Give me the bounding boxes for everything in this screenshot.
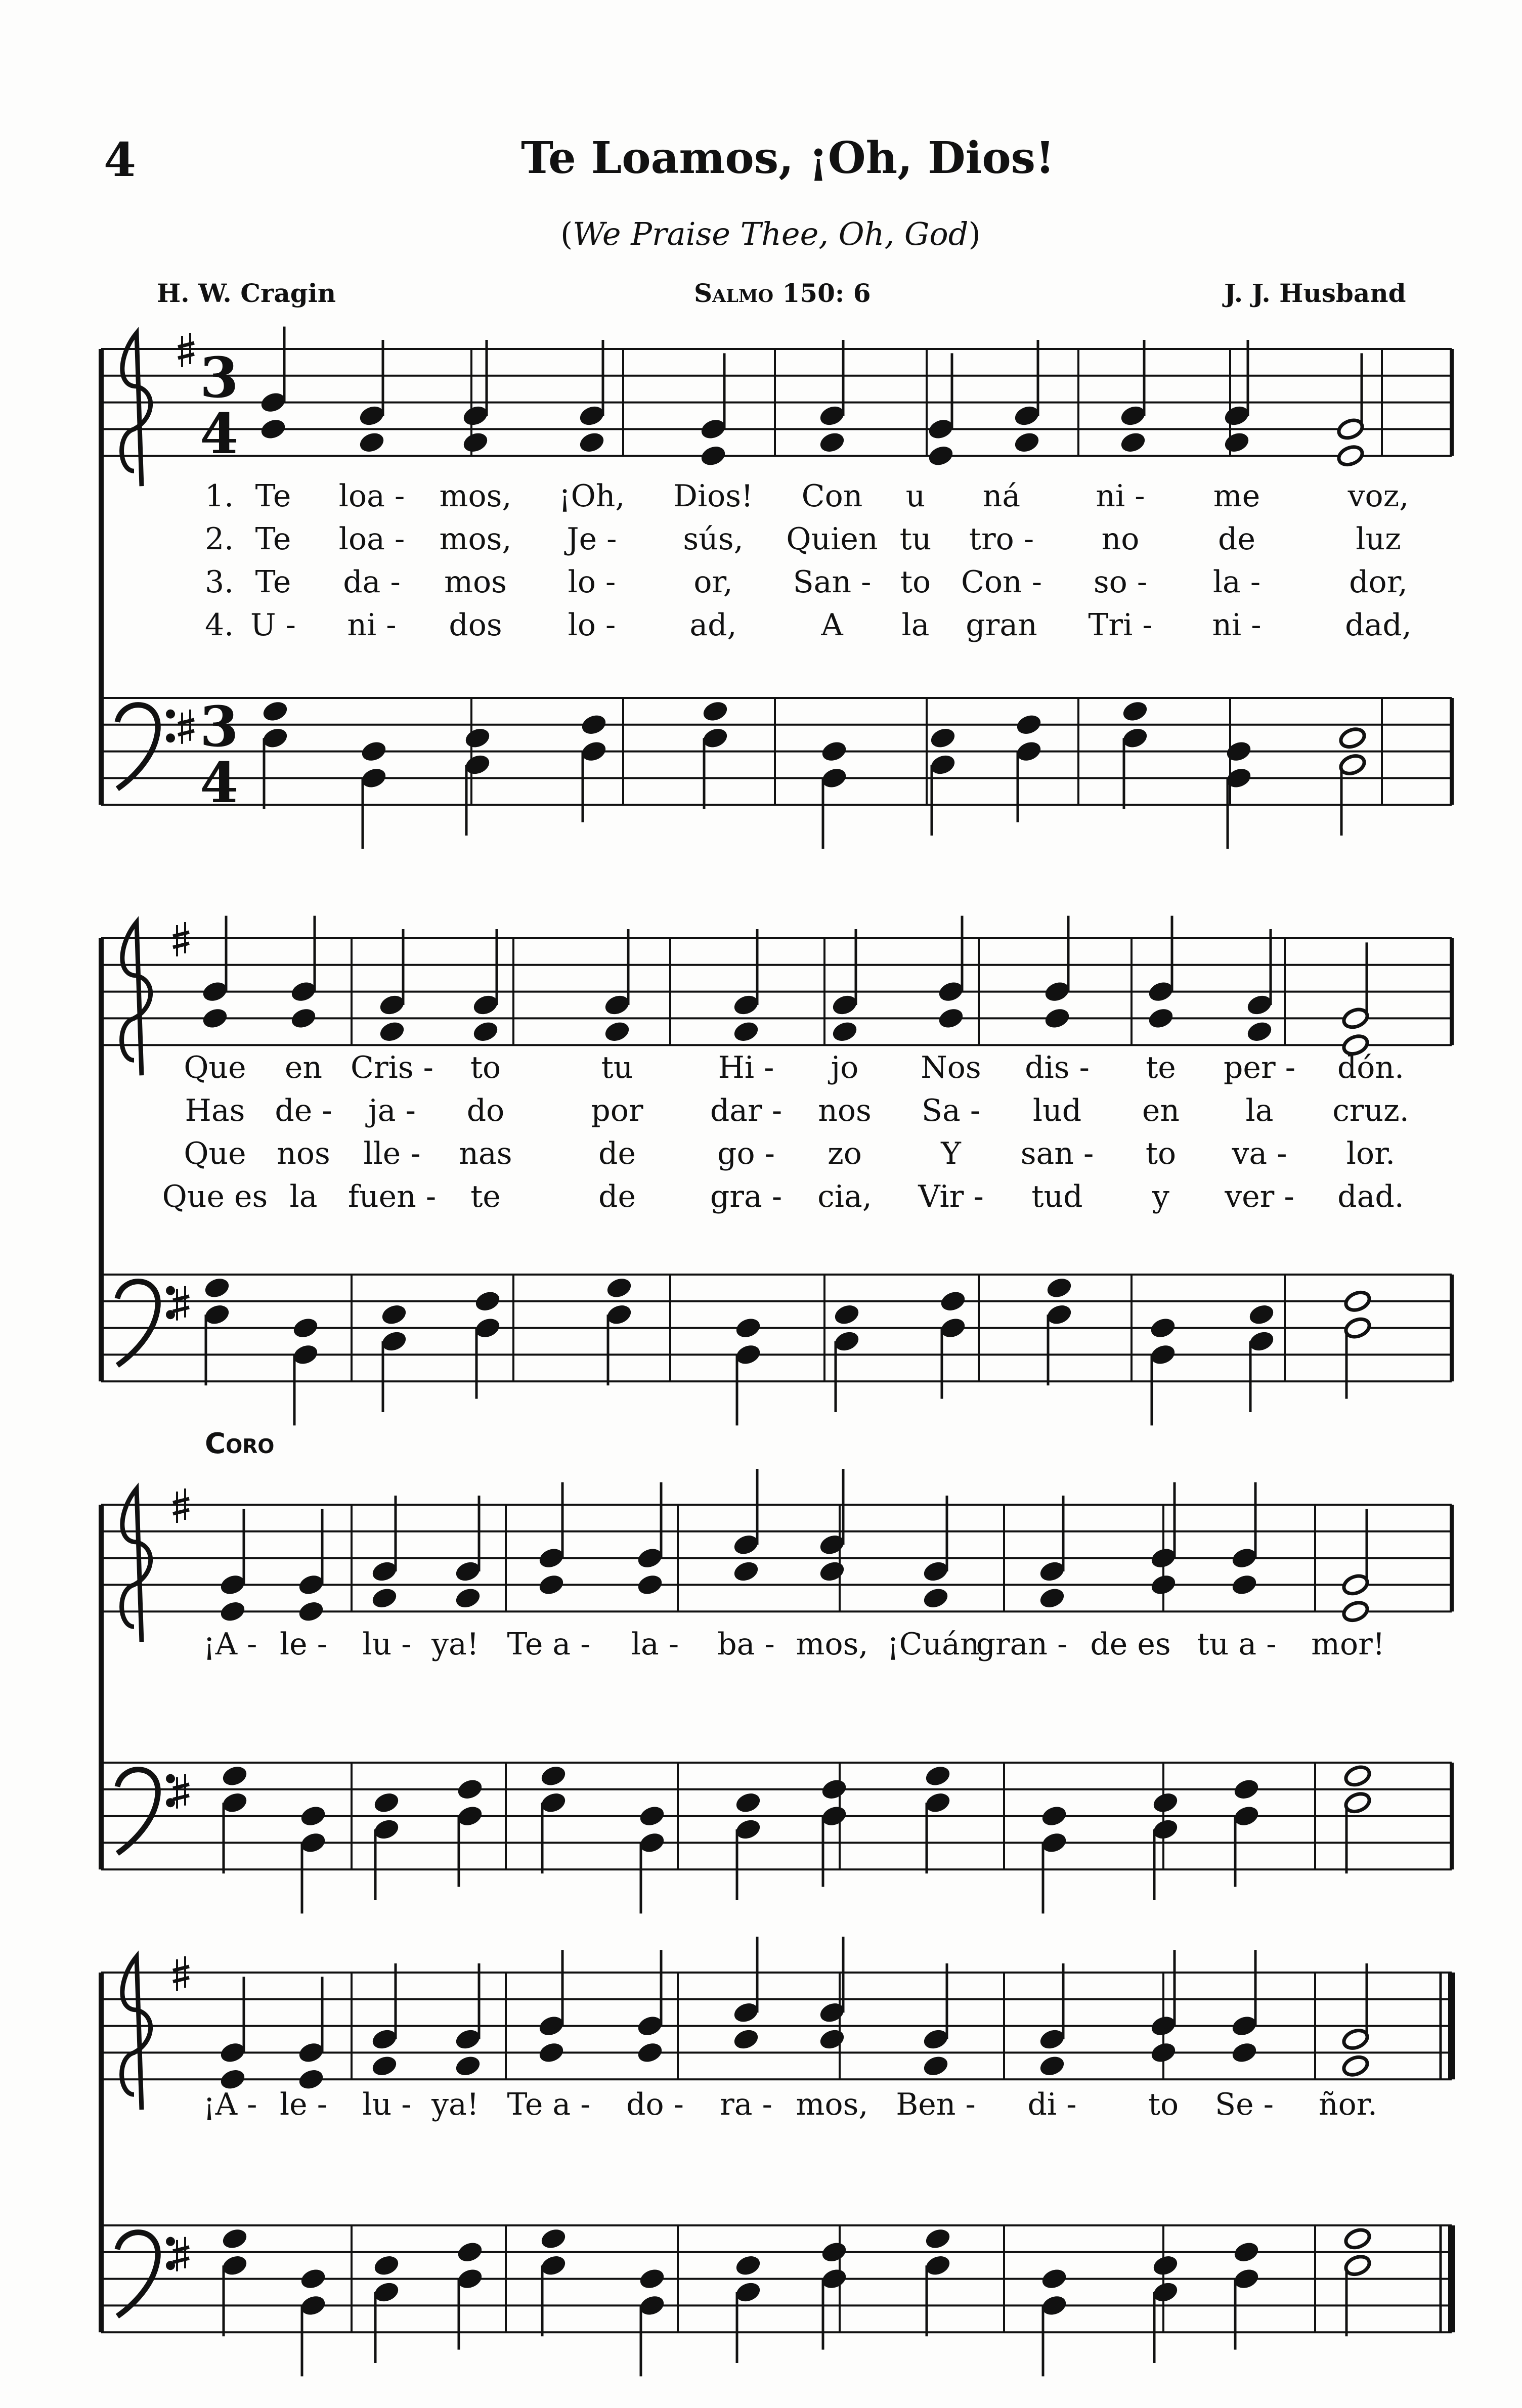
bass-note bbox=[1247, 1302, 1276, 1327]
lyric-syllable: Que bbox=[184, 1050, 246, 1085]
key-signature-sharp-bar bbox=[173, 1978, 189, 1982]
treble-note bbox=[1341, 2054, 1370, 2078]
lyric-syllable: Que es bbox=[162, 1179, 268, 1214]
key-signature-sharp-bar bbox=[178, 343, 194, 347]
bass-note bbox=[1338, 726, 1367, 750]
bass-note bbox=[1224, 739, 1253, 764]
lyric-syllable: gran - bbox=[976, 1627, 1068, 1662]
lyric-syllable: te bbox=[1146, 1050, 1176, 1085]
treble-clef bbox=[122, 333, 151, 486]
treble-note bbox=[577, 430, 606, 455]
treble-note bbox=[370, 1586, 399, 1611]
treble-note bbox=[817, 2027, 846, 2052]
lyric-syllable: jo bbox=[831, 1050, 859, 1085]
treble-note bbox=[731, 2027, 760, 2052]
lyric-syllable: mos, bbox=[796, 2087, 868, 2122]
lyric-syllable: dor, bbox=[1349, 564, 1408, 600]
treble-clef bbox=[122, 922, 151, 1075]
lyric-syllable: ya! bbox=[431, 1627, 479, 1662]
lyric-syllable: tud bbox=[1031, 1179, 1083, 1214]
coro-label: Coro bbox=[205, 1427, 275, 1460]
treble-note bbox=[357, 430, 386, 455]
lyric-syllable: nos bbox=[277, 1136, 330, 1171]
treble-note bbox=[453, 2053, 482, 2079]
lyric-syllable: cruz. bbox=[1332, 1093, 1409, 1128]
lyric-syllable: Dios! bbox=[673, 478, 754, 514]
lyric-syllable: ver - bbox=[1225, 1179, 1294, 1214]
lyric-syllable: voz, bbox=[1347, 478, 1409, 514]
bass-note bbox=[298, 2266, 327, 2292]
bass-note bbox=[928, 725, 957, 751]
lyric-syllable: Con bbox=[801, 478, 863, 514]
key-signature-sharp-bar bbox=[173, 943, 189, 947]
bass-note bbox=[220, 2226, 249, 2252]
bass-note bbox=[463, 725, 492, 751]
time-signature-top: 3 bbox=[200, 345, 239, 411]
hymn-author: H. W. Cragin bbox=[157, 278, 336, 308]
treble-note bbox=[1042, 1006, 1071, 1031]
lyric-syllable: dad, bbox=[1345, 607, 1412, 643]
bass-note bbox=[1014, 712, 1043, 737]
key-signature-sharp-bar bbox=[173, 2247, 189, 2251]
bass-note bbox=[733, 1316, 762, 1341]
lyric-syllable: ¡Cuán bbox=[887, 1627, 980, 1662]
lyric-syllable: Te a - bbox=[507, 2087, 591, 2122]
lyric-syllable: tu bbox=[601, 1050, 633, 1085]
treble-note bbox=[377, 1019, 406, 1044]
lyric-syllable: Vir - bbox=[918, 1179, 984, 1214]
bass-note bbox=[379, 1302, 408, 1327]
lyric-syllable: Hi - bbox=[718, 1050, 774, 1085]
lyric-syllable: A bbox=[821, 607, 843, 643]
lyric-syllable: la bbox=[1245, 1093, 1274, 1128]
lyric-syllable: de bbox=[1218, 521, 1255, 557]
bass-note bbox=[1045, 1276, 1073, 1301]
lyric-syllable: ¡Oh, bbox=[558, 478, 625, 514]
bass-clef bbox=[117, 1282, 158, 1366]
lyric-syllable: mos bbox=[444, 564, 507, 600]
bass-note bbox=[1151, 2253, 1180, 2278]
treble-note bbox=[370, 2053, 399, 2079]
treble-note bbox=[1149, 2040, 1178, 2066]
treble-note bbox=[289, 1006, 318, 1031]
lyric-syllable: sús, bbox=[683, 521, 744, 557]
lyric-syllable: u bbox=[905, 478, 926, 514]
treble-note bbox=[921, 2053, 950, 2079]
treble-note bbox=[1146, 1006, 1175, 1031]
lyric-syllable: ¡A - bbox=[203, 1627, 257, 1662]
treble-note bbox=[699, 443, 727, 468]
lyric-syllable: va - bbox=[1232, 1136, 1287, 1171]
treble-note bbox=[200, 1006, 229, 1031]
lyric-syllable: ¡A - bbox=[203, 2087, 257, 2122]
lyric-syllable: dad. bbox=[1337, 1179, 1404, 1214]
lyric-syllable: de - bbox=[275, 1093, 332, 1128]
bass-note bbox=[923, 1764, 952, 1789]
bass-note bbox=[1120, 699, 1149, 724]
lyric-syllable: ba - bbox=[717, 1627, 775, 1662]
lyric-syllable: mos, bbox=[439, 521, 512, 557]
lyric-syllable: la - bbox=[631, 1627, 679, 1662]
bass-note bbox=[202, 1276, 231, 1301]
lyric-syllable: Sa - bbox=[921, 1093, 981, 1128]
bass-note bbox=[1343, 1764, 1372, 1788]
lyric-syllable: de es bbox=[1090, 1627, 1171, 1662]
bass-clef-dot bbox=[166, 1774, 175, 1783]
lyric-syllable: tu bbox=[899, 521, 932, 557]
treble-note bbox=[1230, 1572, 1258, 1598]
bass-note bbox=[819, 1777, 848, 1802]
hymn-composer: J. J. Husband bbox=[1224, 278, 1406, 308]
lyric-syllable: mos, bbox=[439, 478, 512, 514]
lyric-syllable: san - bbox=[1020, 1136, 1094, 1171]
lyric-syllable: lor. bbox=[1346, 1136, 1396, 1171]
treble-note bbox=[731, 1019, 760, 1044]
lyric-syllable: lu - bbox=[362, 2087, 412, 2122]
key-signature-sharp-bar bbox=[173, 932, 189, 936]
lyric-syllable: ná bbox=[982, 478, 1021, 514]
lyric-syllable: lud bbox=[1032, 1093, 1082, 1128]
lyric-syllable: Je - bbox=[567, 521, 617, 557]
treble-note bbox=[926, 443, 955, 468]
treble-note bbox=[921, 1586, 950, 1611]
lyric-syllable: dar - bbox=[710, 1093, 782, 1128]
lyric-syllable: nas bbox=[459, 1136, 512, 1171]
key-signature-sharp-bar bbox=[173, 2258, 189, 2262]
lyric-syllable: luz bbox=[1356, 521, 1401, 557]
treble-note bbox=[296, 1599, 325, 1624]
lyric-syllable: la bbox=[901, 607, 930, 643]
lyric-syllable: le - bbox=[279, 2087, 328, 2122]
key-signature-sharp-bar bbox=[173, 1510, 189, 1514]
lyric-syllable: do bbox=[466, 1093, 505, 1128]
bass-note bbox=[733, 2253, 762, 2278]
bass-note bbox=[372, 2253, 401, 2278]
bass-note bbox=[923, 2226, 952, 2252]
treble-note bbox=[1245, 1019, 1274, 1044]
lyric-syllable: Te bbox=[255, 478, 291, 514]
key-signature-sharp-bar bbox=[178, 354, 194, 358]
treble-note bbox=[453, 1586, 482, 1611]
bass-note bbox=[1148, 1316, 1177, 1341]
lyric-syllable: ad, bbox=[689, 607, 737, 643]
bass-note bbox=[291, 1316, 320, 1341]
bass-clef-dot bbox=[166, 2237, 175, 2246]
bass-clef-dot bbox=[166, 710, 175, 719]
bass-note bbox=[1232, 2240, 1260, 2265]
verse-number: 4. bbox=[205, 607, 234, 643]
lyric-syllable: Ben - bbox=[896, 2087, 976, 2122]
treble-note bbox=[731, 1559, 760, 1584]
bass-note bbox=[819, 2240, 848, 2265]
subtitle-close-paren: ) bbox=[968, 215, 981, 252]
bass-note bbox=[637, 1804, 666, 1829]
lyric-syllable: Nos bbox=[921, 1050, 981, 1085]
bass-note bbox=[260, 699, 289, 724]
bass-note bbox=[701, 699, 729, 724]
lyric-syllable: Con - bbox=[961, 564, 1042, 600]
treble-note bbox=[218, 1599, 247, 1624]
lyric-syllable: mos, bbox=[796, 1627, 868, 1662]
bass-note bbox=[832, 1302, 861, 1327]
lyric-syllable: gra - bbox=[710, 1179, 782, 1214]
verse-number: 3. bbox=[205, 564, 234, 600]
lyric-syllable: Que bbox=[184, 1136, 246, 1171]
lyric-syllable: Te bbox=[255, 564, 291, 600]
lyric-syllable: so - bbox=[1093, 564, 1148, 600]
bass-note bbox=[1343, 1289, 1372, 1314]
treble-note bbox=[461, 430, 490, 455]
bass-note bbox=[220, 1764, 249, 1789]
lyric-syllable: Te a - bbox=[507, 1627, 591, 1662]
lyric-syllable: por bbox=[591, 1093, 643, 1128]
lyric-syllable: fuen - bbox=[347, 1179, 437, 1214]
lyric-syllable: nos bbox=[818, 1093, 872, 1128]
bass-note bbox=[539, 2226, 568, 2252]
bass-note bbox=[1039, 1804, 1068, 1829]
hymn-number: 4 bbox=[104, 133, 137, 187]
lyric-syllable: per - bbox=[1224, 1050, 1295, 1085]
lyric-syllable: to bbox=[1145, 1136, 1177, 1171]
treble-note bbox=[1336, 444, 1365, 468]
lyric-syllable: San - bbox=[793, 564, 872, 600]
bass-note bbox=[1151, 1790, 1180, 1815]
lyric-syllable: ni - bbox=[1212, 607, 1262, 643]
bass-clef bbox=[117, 2232, 158, 2316]
treble-note bbox=[471, 1019, 500, 1044]
lyric-syllable: zo bbox=[828, 1136, 862, 1171]
lyric-syllable: tro - bbox=[969, 521, 1034, 557]
lyric-syllable: do - bbox=[626, 2087, 684, 2122]
key-signature-sharp-bar bbox=[173, 1499, 189, 1503]
bass-clef bbox=[117, 705, 158, 789]
lyric-syllable: to bbox=[900, 564, 931, 600]
lyric-syllable: Has bbox=[185, 1093, 245, 1128]
lyric-syllable: ni - bbox=[1096, 478, 1145, 514]
bass-note bbox=[637, 2266, 666, 2292]
lyric-syllable: dis - bbox=[1025, 1050, 1090, 1085]
bass-note bbox=[819, 739, 848, 764]
key-signature-sharp-bar bbox=[178, 731, 194, 735]
lyric-syllable: ra - bbox=[720, 2087, 772, 2122]
bass-note bbox=[938, 1289, 967, 1314]
subtitle-text: We Praise Thee, Oh, God bbox=[573, 215, 969, 252]
treble-note bbox=[537, 1572, 566, 1598]
lyric-syllable: de bbox=[598, 1179, 636, 1214]
treble-note bbox=[830, 1019, 859, 1044]
time-signature-bottom: 4 bbox=[200, 750, 239, 815]
treble-note bbox=[1230, 2040, 1258, 2066]
bass-note bbox=[359, 739, 388, 764]
bass-note bbox=[579, 712, 608, 737]
treble-note bbox=[635, 1572, 664, 1598]
lyric-syllable: dos bbox=[449, 607, 502, 643]
lyric-syllable: Y bbox=[941, 1136, 961, 1171]
bass-note bbox=[733, 1790, 762, 1815]
lyric-syllable: Te bbox=[255, 521, 291, 557]
bass-note bbox=[298, 1804, 327, 1829]
lyric-syllable: y bbox=[1152, 1179, 1169, 1214]
lyric-syllable: U - bbox=[250, 607, 296, 643]
bass-note bbox=[604, 1276, 633, 1301]
verse-number: 1. bbox=[205, 478, 234, 514]
lyric-syllable: go - bbox=[717, 1136, 775, 1171]
lyric-syllable: da - bbox=[343, 564, 401, 600]
bass-note bbox=[1039, 2266, 1068, 2292]
lyric-syllable: lu - bbox=[362, 1627, 412, 1662]
hymn-title: Te Loamos, ¡Oh, Dios! bbox=[521, 133, 1055, 184]
treble-note bbox=[1118, 430, 1147, 455]
lyric-syllable: la - bbox=[1212, 564, 1261, 600]
lyric-syllable: dón. bbox=[1337, 1050, 1405, 1085]
lyric-syllable: de bbox=[598, 1136, 636, 1171]
key-signature-sharp-bar bbox=[173, 1296, 189, 1300]
time-signature-bottom: 4 bbox=[200, 401, 239, 466]
treble-note bbox=[1341, 1599, 1370, 1624]
lyric-syllable: lo - bbox=[568, 607, 616, 643]
lyric-syllable: ya! bbox=[431, 2087, 479, 2122]
subtitle-open-paren: ( bbox=[560, 215, 573, 252]
key-signature-sharp-bar bbox=[178, 720, 194, 724]
time-signature-top: 3 bbox=[200, 694, 239, 760]
treble-note bbox=[1012, 430, 1041, 455]
bass-clef-dot bbox=[166, 733, 175, 742]
key-signature-sharp-bar bbox=[173, 1966, 189, 1971]
lyric-syllable: en bbox=[1142, 1093, 1180, 1128]
lyric-syllable: loa - bbox=[338, 478, 405, 514]
treble-note bbox=[635, 2040, 664, 2066]
treble-note bbox=[817, 1559, 846, 1584]
treble-note bbox=[258, 417, 287, 442]
lyric-syllable: cia, bbox=[817, 1179, 872, 1214]
bass-note bbox=[455, 1777, 484, 1802]
lyric-syllable: tu a - bbox=[1197, 1627, 1277, 1662]
lyric-syllable: me bbox=[1213, 478, 1260, 514]
bass-note bbox=[1343, 2227, 1372, 2251]
lyric-syllable: no bbox=[1101, 521, 1140, 557]
treble-note bbox=[936, 1006, 965, 1031]
lyric-syllable: Se - bbox=[1215, 2087, 1274, 2122]
key-signature-sharp-bar bbox=[173, 1307, 189, 1311]
bass-note bbox=[473, 1289, 502, 1314]
verse-number: 2. bbox=[205, 521, 234, 557]
hymn-scripture: Salmo 150: 6 bbox=[694, 278, 871, 308]
lyric-syllable: lo - bbox=[568, 564, 616, 600]
lyric-syllable: en bbox=[284, 1050, 323, 1085]
lyric-syllable: to bbox=[1148, 2087, 1179, 2122]
lyric-syllable: Tri - bbox=[1088, 607, 1153, 643]
treble-note bbox=[1149, 1572, 1178, 1598]
treble-clef bbox=[122, 1956, 151, 2110]
lyric-syllable: gran bbox=[966, 607, 1037, 643]
treble-note bbox=[817, 430, 846, 455]
key-signature-sharp-bar bbox=[173, 1784, 189, 1788]
lyric-syllable: loa - bbox=[338, 521, 405, 557]
lyric-syllable: Quien bbox=[786, 521, 878, 557]
bass-note bbox=[455, 2240, 484, 2265]
treble-note bbox=[602, 1019, 631, 1044]
lyric-syllable: lle - bbox=[363, 1136, 421, 1171]
key-signature-sharp-bar bbox=[173, 1796, 189, 1800]
lyric-syllable: mor! bbox=[1311, 1627, 1385, 1662]
lyric-syllable: te bbox=[470, 1179, 501, 1214]
lyric-syllable: la bbox=[289, 1179, 318, 1214]
lyric-syllable: ñor. bbox=[1319, 2087, 1377, 2122]
lyric-syllable: le - bbox=[279, 1627, 328, 1662]
bass-note bbox=[1232, 1777, 1260, 1802]
bass-clef-dot bbox=[166, 1286, 175, 1295]
lyric-syllable: ni - bbox=[347, 607, 397, 643]
treble-note bbox=[1037, 1586, 1066, 1611]
treble-note bbox=[1222, 430, 1251, 455]
treble-clef bbox=[122, 1488, 151, 1642]
lyric-syllable: or, bbox=[693, 564, 733, 600]
bass-note bbox=[539, 1764, 568, 1789]
treble-note bbox=[1037, 2053, 1066, 2079]
lyric-syllable: to bbox=[470, 1050, 501, 1085]
lyric-syllable: di - bbox=[1027, 2087, 1077, 2122]
lyric-syllable: ja - bbox=[368, 1093, 416, 1128]
lyric-syllable: Cris - bbox=[351, 1050, 433, 1085]
bass-clef bbox=[117, 1770, 158, 1854]
treble-note bbox=[537, 2040, 566, 2066]
bass-note bbox=[372, 1790, 401, 1815]
